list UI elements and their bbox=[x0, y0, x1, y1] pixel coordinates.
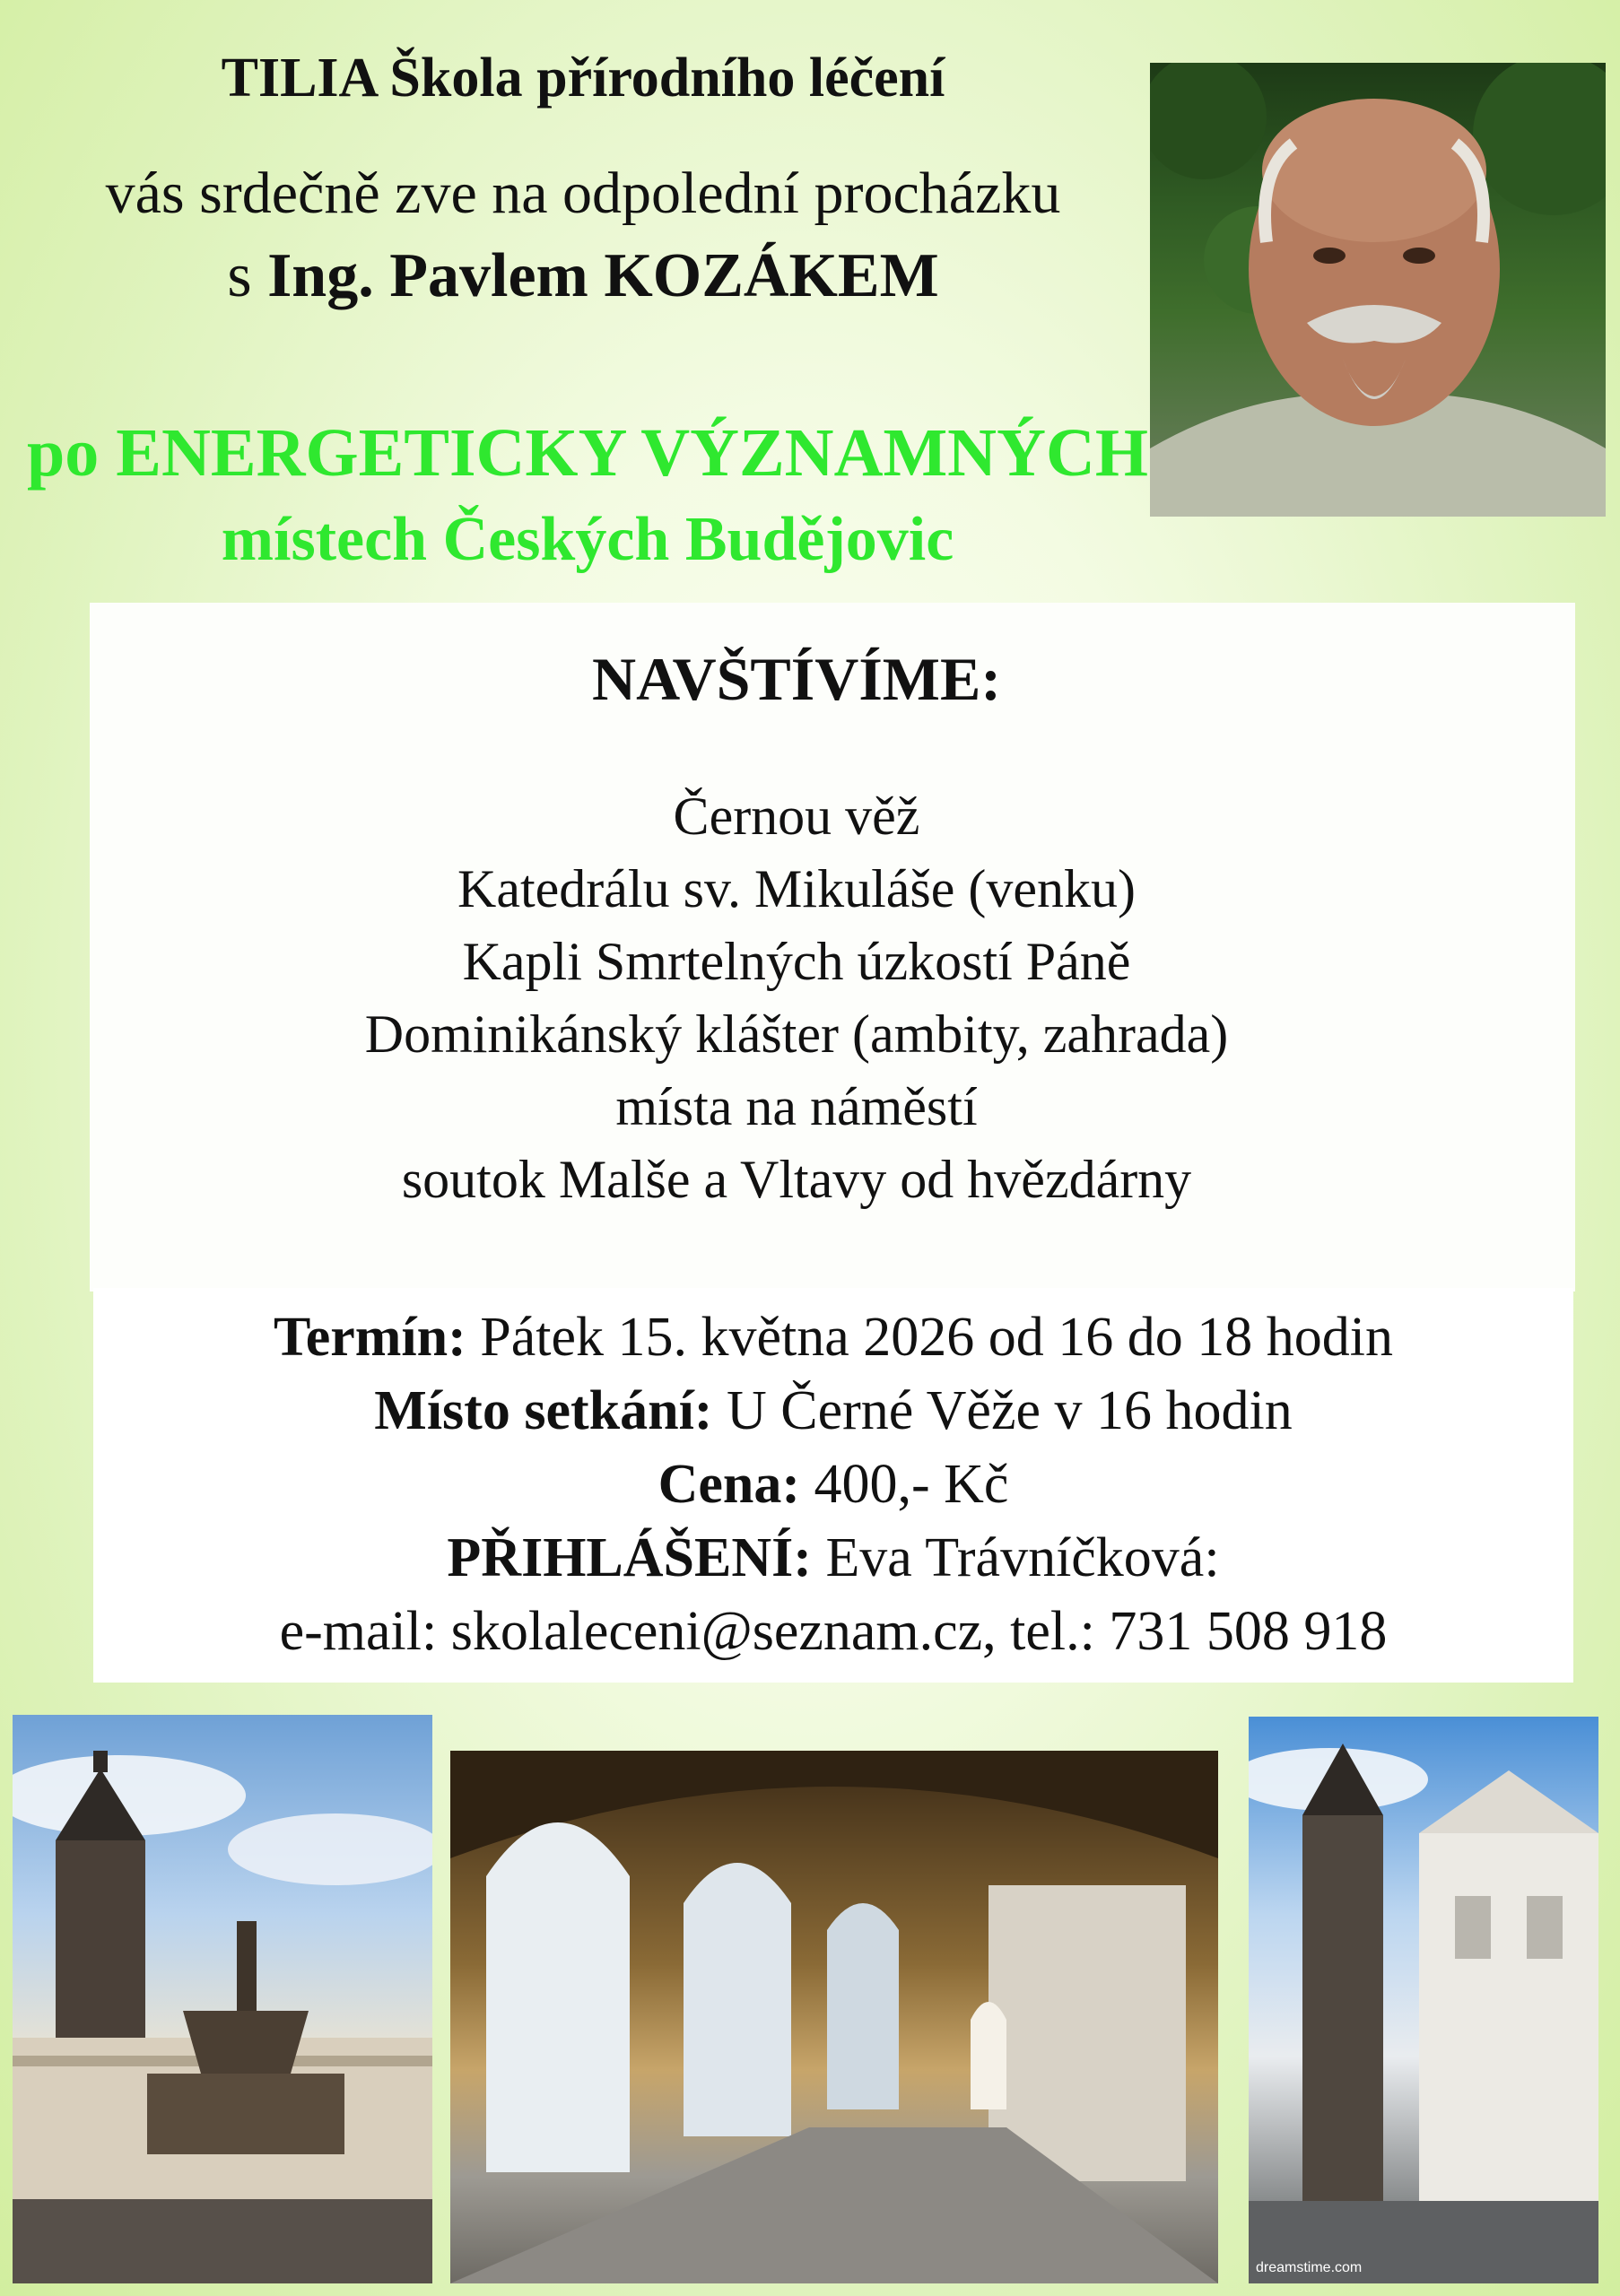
date-value: Pátek 15. května 2026 od 16 do 18 hodin bbox=[480, 1307, 1393, 1368]
topic-line-2: místech Českých Budějovic bbox=[221, 505, 954, 574]
visit-place: Dominikánský klášter (ambity, zahrada) bbox=[364, 1004, 1229, 1064]
black-tower-photo bbox=[1249, 1717, 1598, 2283]
square-fountain-photo bbox=[13, 1715, 432, 2283]
visit-place: Černou věž bbox=[673, 787, 920, 846]
guest-name: Ing. Pavlem KOZÁKEM bbox=[267, 241, 939, 310]
organizer-title: TILIA Škola přírodního léčení bbox=[221, 48, 945, 109]
visit-title: NAVŠTÍVÍME: bbox=[592, 645, 1001, 713]
price-row bbox=[93, 1448, 1573, 1521]
signup-label: PŘIHLÁŠENÍ: bbox=[447, 1527, 812, 1588]
visit-place: Kapli Smrtelných úzkostí Páně bbox=[462, 932, 1131, 991]
meeting-value: U Černé Věže v 16 hodin bbox=[726, 1380, 1293, 1441]
visit-place: místa na náměstí bbox=[615, 1077, 978, 1136]
meeting-row bbox=[93, 1374, 1573, 1448]
signup-value: Eva Trávníčková: bbox=[825, 1527, 1220, 1588]
price-value: 400,- Kč bbox=[814, 1454, 1009, 1515]
tower-drawing bbox=[1249, 1717, 1598, 2283]
visit-places-list bbox=[90, 780, 1503, 1216]
date-label: Termín: bbox=[274, 1307, 466, 1368]
topic-line-1: po ENERGETICKY VÝZNAMNÝCH bbox=[27, 415, 1148, 491]
price-label: Cena: bbox=[658, 1454, 800, 1515]
guest-line bbox=[36, 240, 1130, 312]
date-row bbox=[93, 1300, 1573, 1374]
watermark-text: dreamstime.com bbox=[1256, 2260, 1363, 2275]
portrait-drawing bbox=[1150, 63, 1606, 517]
cloister-drawing bbox=[450, 1751, 1218, 2283]
visit-place: soutok Malše a Vltavy od hvězdárny bbox=[401, 1150, 1192, 1209]
contact-row: e-mail: skolaleceni@seznam.cz, tel.: 731 508 918 bbox=[279, 1601, 1388, 1662]
guest-prefix: s bbox=[227, 241, 252, 310]
signup-row bbox=[93, 1521, 1573, 1595]
portrait-photo bbox=[1150, 63, 1606, 517]
cloister-photo bbox=[450, 1751, 1218, 2283]
invite-line: vás srdečně zve na odpolední procházku bbox=[105, 161, 1061, 226]
visit-place: Katedrálu sv. Mikuláše (venku) bbox=[457, 859, 1136, 918]
meeting-label: Místo setkání: bbox=[374, 1380, 713, 1441]
event-details bbox=[93, 1300, 1573, 1668]
square-drawing bbox=[13, 1715, 432, 2283]
